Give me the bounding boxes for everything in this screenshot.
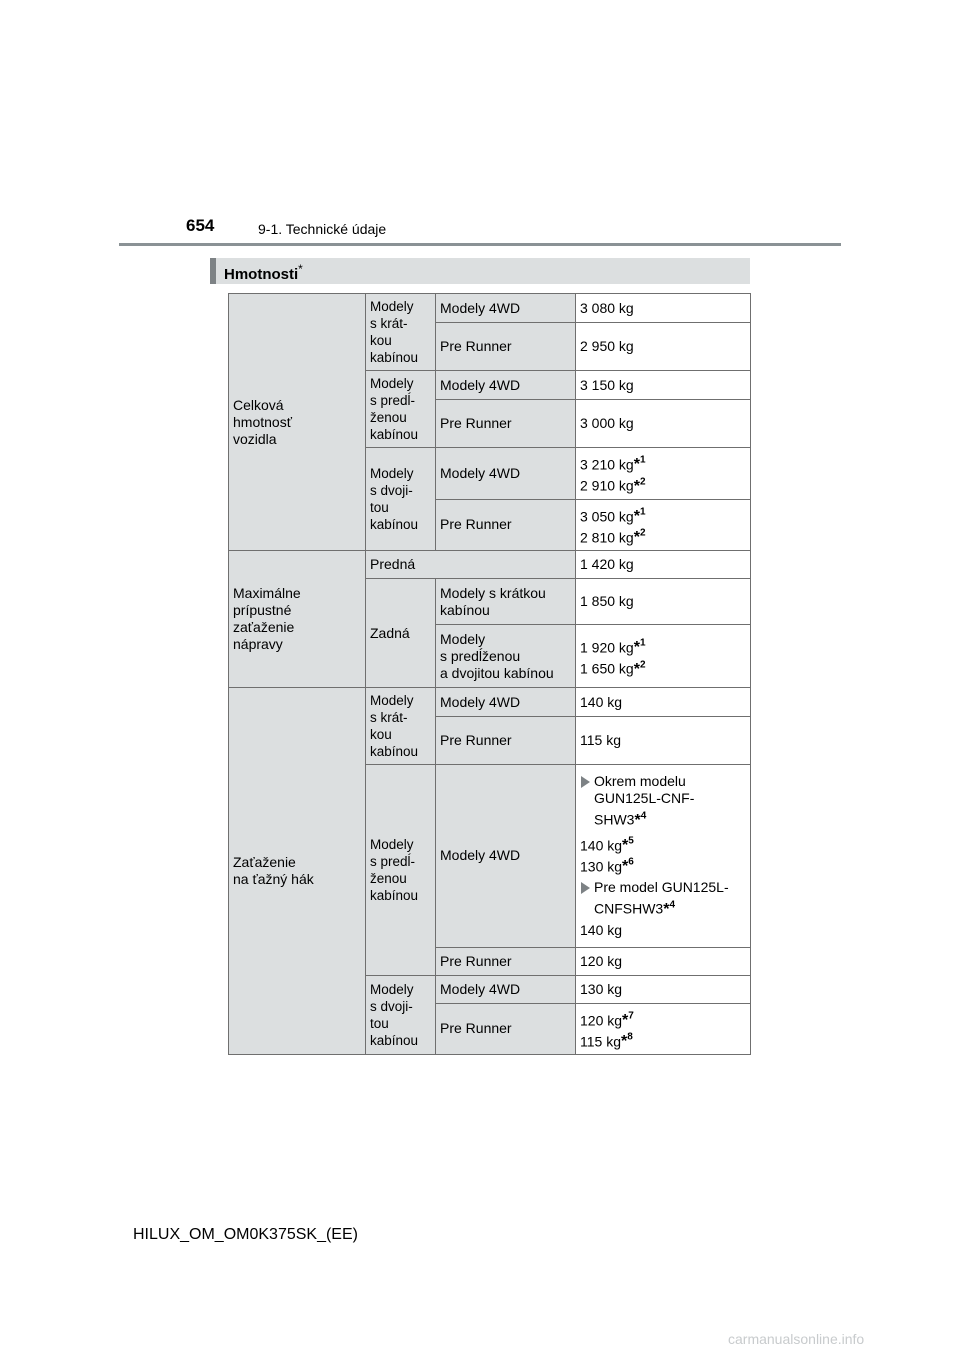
value-cell: 3 000 kg: [576, 400, 751, 448]
value-cell: 120 kg*$^7$ 115 kg*$^8$: [576, 1003, 751, 1055]
value-cell: 115 kg: [576, 717, 751, 765]
value-cell: 3 210 kg*$^1$ 2 910 kg*$^2$: [576, 448, 751, 500]
model-cell: Modely 4WD: [436, 294, 576, 323]
model-cell: Pre Runner: [436, 499, 576, 551]
section-title: Hmotnosti*: [224, 262, 303, 283]
model-cell: Modely 4WD: [436, 765, 576, 947]
document-code: HILUX_OM_OM0K375SK_(EE): [133, 1226, 358, 1243]
model-cell: Modely s predĺženou a dvojitou kabínou: [436, 625, 576, 688]
cab-short: Modely s krát- kou kabínou: [366, 688, 436, 765]
bullet-item: Pre model GUN125L- CNFSHW3*$^4$: [580, 879, 746, 917]
row-header-hitch-load: Zaťaženie na ťažný hák: [229, 688, 366, 1055]
model-cell: Pre Runner: [436, 717, 576, 765]
model-cell: Modely 4WD: [436, 975, 576, 1003]
value-cell: 1 920 kg*$^1$ 1 650 kg*$^2$: [576, 625, 751, 688]
axle-front-label: Predná: [366, 551, 576, 579]
value-cell: 3 150 kg: [576, 371, 751, 400]
cab-extended: Modely s predĺ- ženou kabínou: [366, 765, 436, 975]
model-cell: Modely 4WD: [436, 371, 576, 400]
row-header-gross-weight: Celková hmotnosť vozidla: [229, 294, 366, 551]
value-cell: 2 950 kg: [576, 323, 751, 371]
model-cell: Pre Runner: [436, 400, 576, 448]
value-cell: 120 kg: [576, 947, 751, 975]
cab-double: Modely s dvoji- tou kabínou: [366, 448, 436, 551]
header-divider: [119, 243, 841, 246]
chapter-title: 9-1. Technické údaje: [258, 221, 387, 237]
weights-table: [228, 293, 751, 1055]
value-cell: 140 kg: [576, 688, 751, 717]
model-cell: Pre Runner: [436, 947, 576, 975]
value-cell: 1 850 kg: [576, 579, 751, 625]
model-cell: Modely 4WD: [436, 688, 576, 717]
value-cell: 3 050 kg*$^1$ 2 810 kg*$^2$: [576, 499, 751, 551]
cab-short: Modely s krát- kou kabínou: [366, 294, 436, 371]
row-header-axle-load: Maximálne prípustné zaťaženie nápravy: [229, 551, 366, 688]
section-header: [210, 258, 750, 284]
model-cell: Pre Runner: [436, 1003, 576, 1055]
model-cell: Modely s krátkou kabínou: [436, 579, 576, 625]
value-cell: Okrem modelu GUN125L-CNF- SHW3*$^4$ 140 kg*$^5$ 130 kg*$^6$ Pre model GUN125L- CNFSHW3*$^4$ 140 kg: [576, 765, 751, 947]
watermark[interactable]: carmanualsonline.info: [728, 1331, 865, 1347]
bullet-item: Okrem modelu GUN125L-CNF- SHW3*$^4$: [580, 773, 746, 828]
value-cell: 3 080 kg: [576, 294, 751, 323]
value-cell: 1 420 kg: [576, 551, 751, 579]
cab-double: Modely s dvoji- tou kabínou: [366, 975, 436, 1055]
page-number: 654: [186, 216, 215, 235]
axle-rear-label: Zadná: [366, 579, 436, 688]
cab-extended: Modely s predĺ- ženou kabínou: [366, 371, 436, 448]
model-cell: Modely 4WD: [436, 448, 576, 500]
footnote-marker: *: [298, 262, 303, 276]
model-cell: Pre Runner: [436, 323, 576, 371]
value-cell: 130 kg: [576, 975, 751, 1003]
